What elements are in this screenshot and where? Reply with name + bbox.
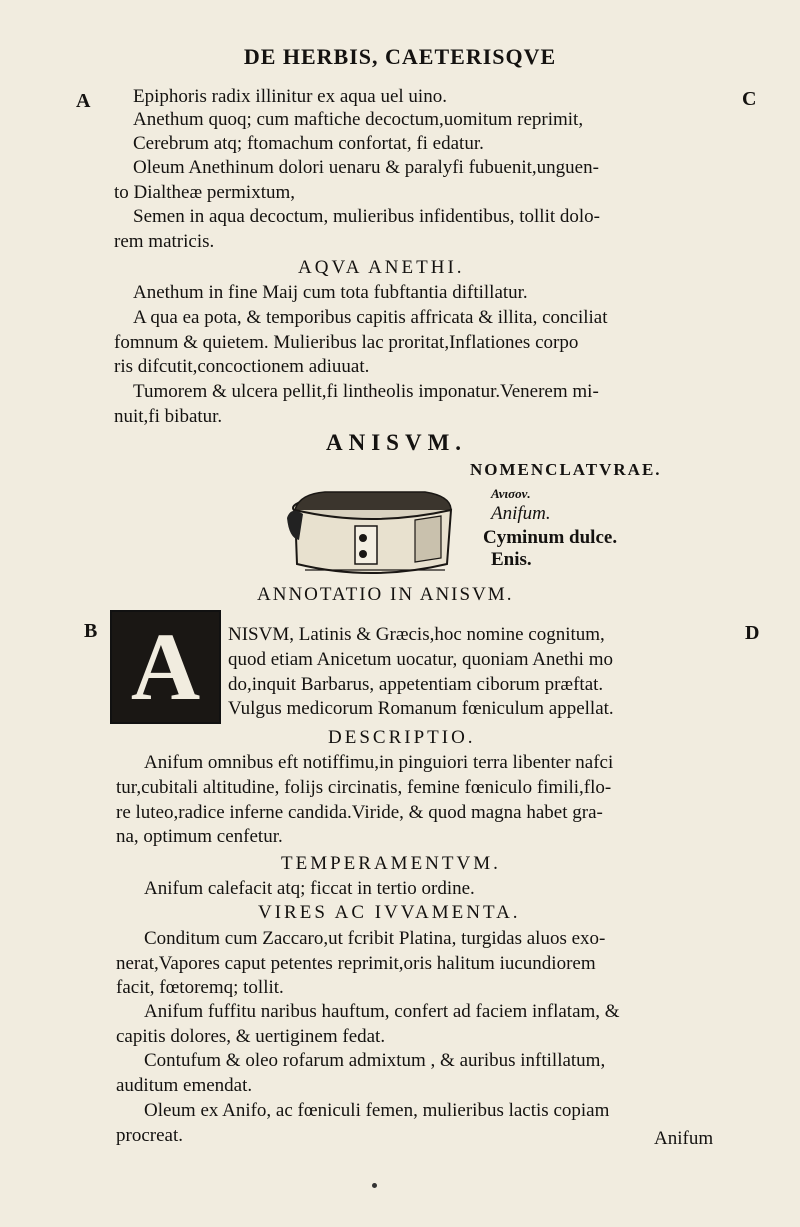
text-line: Anifum omnibus eft notiffimu,in pinguiori terra libenter nafci [144,752,614,773]
text-line: capitis dolores, & uertiginem fedat. [116,1026,386,1047]
text-line: Conditum cum Zaccaro,ut fcribit Platina, turgidas aluos exo- [144,928,606,949]
text-line: Semen in aqua decoctum, mulieribus infidentibus, tollit dolo- [133,206,601,227]
text-line: Tumorem & ulcera pellit,fi lintheolis imponatur.Venerem mi- [133,381,599,402]
text-line: Contufum & oleo rofarum admixtum , & auribus inftillatum, [144,1050,606,1071]
text-line: Epiphoris radix illinitur ex aqua uel uino. [133,86,447,107]
text-line: tur,cubitali altitudine, folijs circinatis, femine fœniculo fimili,flo- [116,777,612,798]
text-line: Cerebrum atq; ftomachum confortat, fi edatur. [133,133,484,154]
text-line: Anifum calefacit atq; ficcat in tertio ordine. [144,878,475,899]
text-line: procreat. [116,1125,183,1146]
nomenclaturae-heading: NOMENCLATVRAE. [470,460,662,479]
synonym-greek: Ανισον. [491,486,531,501]
section-heading-vires: VIRES AC IVVAMENTA. [258,902,521,923]
text-line: Oleum ex Anifo, ac fœniculi femen, mulieribus lactis copiam [144,1100,610,1121]
text-line: Vulgus medicorum Romanum fœniculum appellat. [228,698,614,719]
margin-letter-a: A [76,90,91,112]
text-line: nerat,Vapores caput petentes reprimit,oris halitum iucundiorem [116,953,596,974]
text-line: facit, fœtoremq; tollit. [116,977,284,998]
text-line: re luteo,radice inferne candida.Viride, & quod magna habet gra- [116,802,603,823]
decorated-initial [110,610,221,724]
catchword: Anifum [654,1128,714,1149]
text-line: ris difcutit,concoctionem adiuuat. [114,356,370,377]
synonym-latin: Anifum. [491,503,551,524]
text-line: na, optimum cenfetur. [116,826,283,847]
page-dot [372,1183,377,1188]
section-heading-aqua: AQVA ANETHI. [298,257,465,278]
text-line: NISVM, Latinis & Græcis,hoc nomine cognitum, [228,624,605,645]
section-heading-anisum: ANISVM. [326,430,468,455]
box-woodcut-image [285,484,457,582]
text-line: auditum emendat. [116,1075,253,1096]
synonym-german: Enis. [491,549,532,570]
text-line: do,inquit Barbarus, appetentiam ciborum præftat. [228,674,604,695]
text-line: quod etiam Anicetum uocatur, quoniam Anethi mo [228,649,613,670]
text-line: to Dialtheæ permixtum, [114,182,296,203]
initial-letter: A [130,613,201,720]
text-line: Anethum quoq; cum maftiche decoctum,uomitum reprimit, [133,109,584,130]
margin-letter-d: D [745,622,760,644]
text-line: A qua ea pota, & temporibus capitis affricata & illita, conciliat [133,307,608,328]
margin-letter-c: C [742,88,757,110]
text-line: rem matricis. [114,231,215,252]
text-line: Anethum in fine Maij cum tota fubftantia diftillatur. [133,282,528,303]
text-line: Anifum fuffitu naribus hauftum, confert ad faciem inflatam, & [144,1001,620,1022]
synonym-cyminum: Cyminum dulce. [483,527,618,548]
section-heading-annotatio: ANNOTATIO IN ANISVM. [257,584,514,605]
text-line: Oleum Anethinum dolori uenaru & paralyfi fubuenit,unguen- [133,157,599,178]
margin-letter-b: B [84,620,98,642]
text-line: nuit,fi bibatur. [114,406,223,427]
section-heading-descriptio: DESCRIPTIO. [328,727,476,748]
text-line: fomnum & quietem. Mulieribus lac proritat,Inflationes corpo [114,332,579,353]
section-heading-temperamentum: TEMPERAMENTVM. [281,853,501,874]
running-header: DE HERBIS, CAETERISQVE [243,44,557,69]
